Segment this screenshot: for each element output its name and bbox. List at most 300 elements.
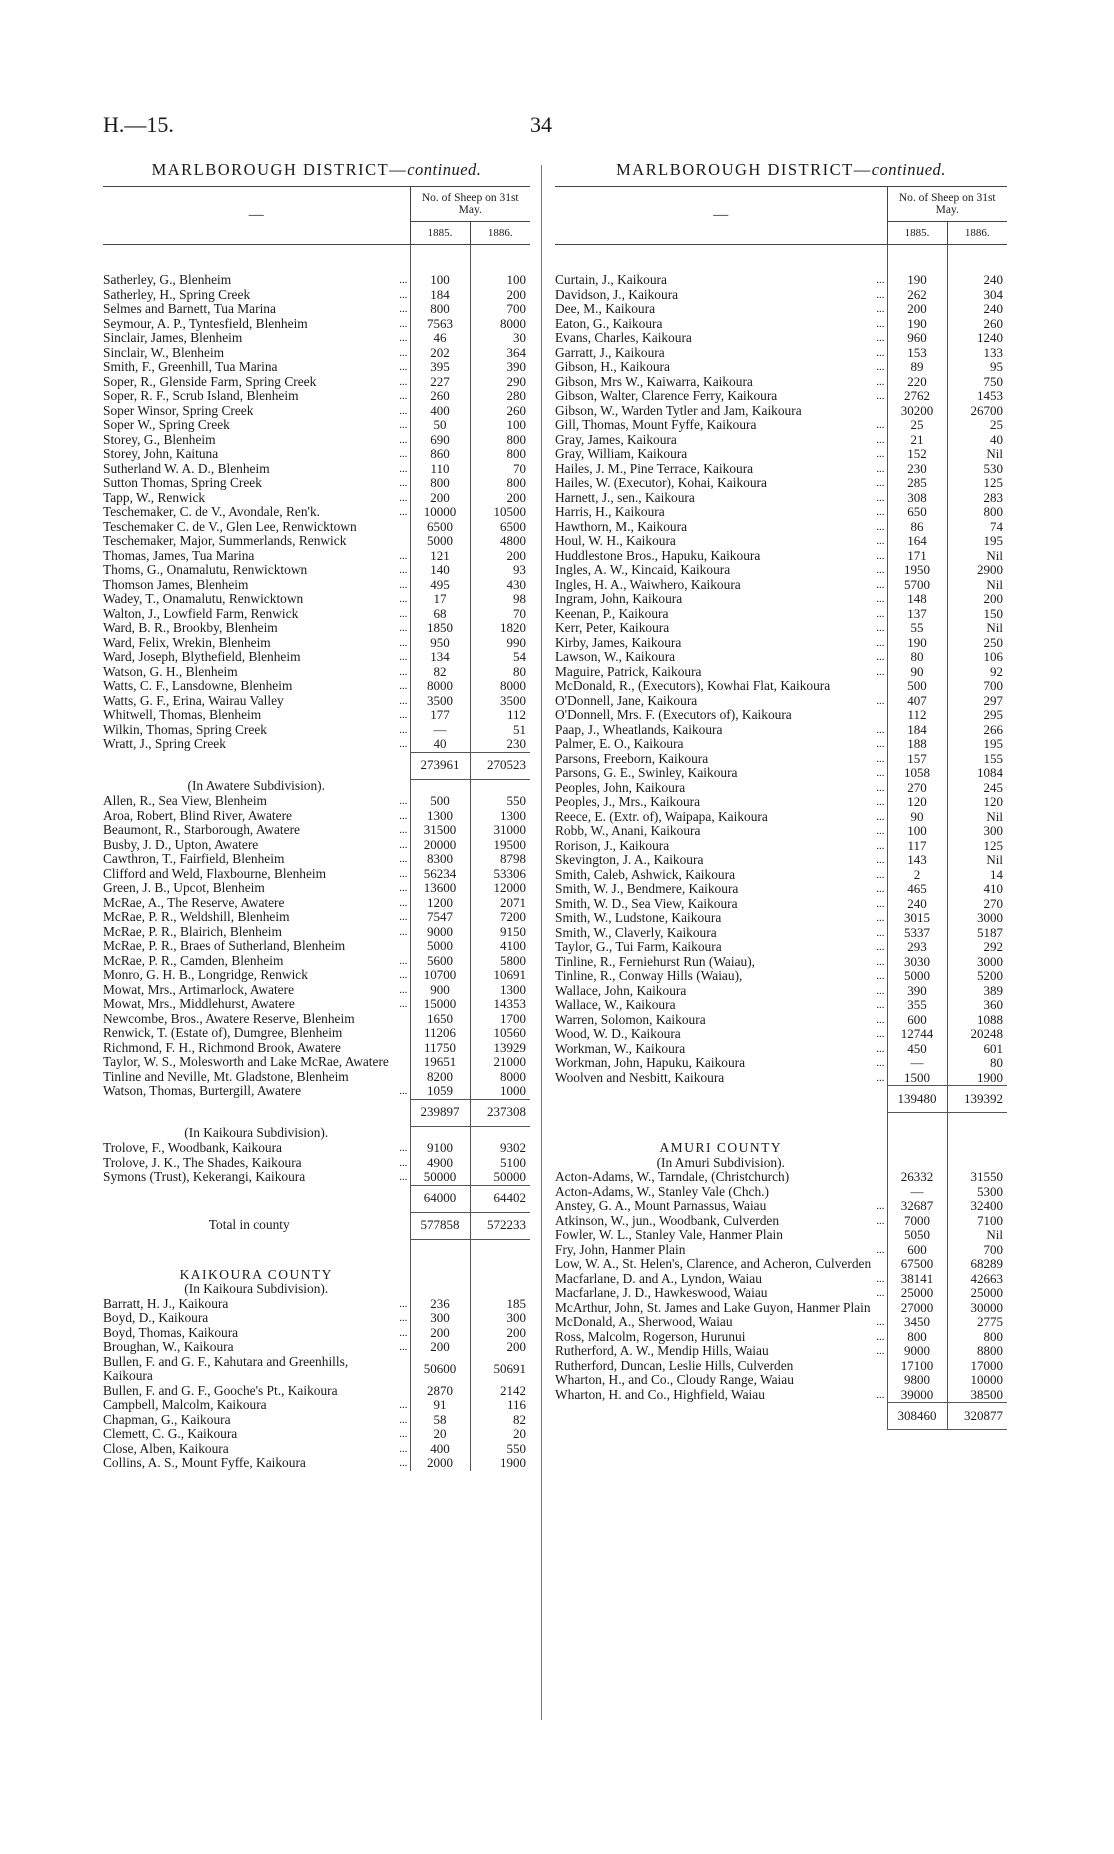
table-row [555, 418, 1007, 433]
sheep-1886-cell: 550 [470, 794, 530, 809]
owner-name: Thoms, G., Onamalutu, Renwicktown [103, 563, 308, 577]
leader-dots: ... [399, 448, 408, 460]
sheep-1886-cell: 7200 [470, 910, 530, 925]
sheep-1886-cell: 40 [947, 433, 1007, 448]
sheep-1886-cell: 155 [947, 752, 1007, 767]
sheep-1886-cell: 68289 [947, 1257, 1007, 1272]
sheep-1886-cell: 230 [470, 737, 530, 752]
leader-dots: ... [399, 709, 408, 721]
table-row [103, 838, 530, 853]
owner-name: Macfarlane, J. D., Hawkeswood, Waiau [555, 1286, 768, 1300]
sheep-1886-cell: 3000 [947, 955, 1007, 970]
owner-name-cell [103, 867, 410, 882]
table-row [555, 781, 1007, 796]
owner-name-cell [103, 1398, 410, 1413]
sheep-1886-cell: 800 [470, 433, 530, 448]
table-row [555, 1214, 1007, 1229]
leader-dots: ... [876, 941, 885, 953]
leader-dots: ... [399, 694, 408, 707]
owner-name: Tinline and Neville, Mt. Gladstone, Blenheim [103, 1069, 349, 1084]
total-label-cell [555, 1403, 887, 1430]
year-header-1886: 1886. [470, 222, 530, 245]
owner-name: Parsons, G. E., Swinley, Kaikoura [555, 766, 738, 780]
empty-cell [887, 1141, 947, 1156]
spacer-cell [410, 245, 470, 274]
owner-name-cell [103, 925, 410, 940]
empty-cell [410, 1126, 470, 1141]
table-row [103, 636, 530, 651]
leader-dots: ... [399, 593, 408, 605]
owner-name: Gibson, Walter, Clarence Ferry, Kaikoura [555, 389, 778, 403]
owner-name: Clemett, C. G., Kaikoura [103, 1427, 238, 1441]
owner-column-header: — [103, 187, 410, 245]
owner-name-cell [555, 1243, 887, 1258]
owner-name: McRae, P. R., Camden, Blenheim [103, 953, 284, 968]
sheep-1885-cell: 30200 [887, 404, 947, 419]
table-row [555, 650, 1007, 665]
sheep-1886-cell: Nil [947, 810, 1007, 825]
leader-dots: ... [876, 375, 885, 388]
sheep-1886-cell: 1300 [470, 809, 530, 824]
owner-name-cell [555, 1388, 887, 1403]
table-row [103, 1070, 530, 1085]
spacer-cell [887, 245, 947, 274]
owner-name-cell [103, 621, 410, 636]
sheep-1885-cell: 500 [410, 794, 470, 809]
owner-name-cell [555, 578, 887, 593]
owner-name: Sutton Thomas, Spring Creek [103, 476, 262, 490]
leader-dots: ... [876, 1388, 885, 1401]
leader-dots: ... [399, 462, 408, 475]
sheep-1885-cell: 12744 [887, 1027, 947, 1042]
owner-name-cell [103, 1026, 410, 1041]
leader-dots: ... [876, 912, 885, 924]
owner-name-cell [103, 302, 410, 317]
sheep-1885-cell: 220 [887, 375, 947, 390]
leader-dots: ... [399, 1142, 408, 1154]
sheep-1885-cell: 184 [410, 288, 470, 303]
sheep-1886-cell: 150 [947, 607, 1007, 622]
owner-name: McDonald, R., (Executors), Kowhai Flat, Kaikoura [555, 679, 831, 693]
table-row [555, 317, 1007, 332]
sheep-1885-cell: 134 [410, 650, 470, 665]
owner-name: Whitwell, Thomas, Blenheim [103, 708, 262, 722]
owner-name-cell [555, 694, 887, 709]
total-label-cell [103, 1185, 410, 1212]
table-row [555, 1286, 1007, 1301]
sheep-1885-cell: 171 [887, 549, 947, 564]
sheep-1885-cell: 260 [410, 389, 470, 404]
owner-name-cell [103, 534, 410, 549]
sheep-1886-cell: 800 [947, 1330, 1007, 1345]
table-row [103, 1026, 530, 1041]
table-row [103, 578, 530, 593]
spacer-cell [947, 245, 1007, 274]
sheep-1885-cell: 121 [410, 549, 470, 564]
owner-name: Gibson, W., Warden Tytler and Jam, Kaikoura [555, 403, 802, 418]
leader-dots: ... [876, 767, 885, 779]
leader-dots: ... [876, 1013, 885, 1026]
sheep-1886-cell: 8000 [470, 679, 530, 694]
owner-name: Smith, W., Claverly, Kaikoura [555, 925, 717, 940]
table-row [555, 592, 1007, 607]
owner-name-cell [103, 346, 410, 361]
sheep-1885-cell: 240 [887, 897, 947, 912]
sheep-1885-cell: 5050 [887, 1228, 947, 1243]
sheep-1885-cell: 1650 [410, 1012, 470, 1027]
owner-name: Cawthron, T., Fairfield, Blenheim [103, 852, 285, 866]
owner-name-cell [555, 665, 887, 680]
sheep-1886-cell: 364 [470, 346, 530, 361]
sheep-1885-cell: 395 [410, 360, 470, 375]
leader-dots: ... [876, 1071, 885, 1084]
owner-name: Sutherland W. A. D., Blenheim [103, 461, 270, 476]
owner-name: Storey, G., Blenheim [103, 432, 216, 447]
table-row [555, 955, 1007, 970]
sheep-1885-cell: 8200 [410, 1070, 470, 1085]
sheep-1885-cell: 9000 [410, 925, 470, 940]
leader-dots: ... [876, 317, 885, 330]
sheep-1886-cell: 200 [470, 288, 530, 303]
sheep-1885-cell: 17100 [887, 1359, 947, 1374]
sheep-1885-cell: 200 [410, 1326, 470, 1341]
sheep-1886-cell: 1088 [947, 1013, 1007, 1028]
sheep-1886-cell: 200 [470, 1340, 530, 1355]
sheep-1886-cell: 80 [470, 665, 530, 680]
owner-name-cell [555, 824, 887, 839]
table-row [555, 578, 1007, 593]
leader-dots: ... [876, 1042, 885, 1055]
table-row [103, 1355, 530, 1384]
owner-name-cell [555, 810, 887, 825]
owner-name-cell [103, 476, 410, 491]
leader-dots: ... [399, 346, 408, 359]
sheep-1885-cell: 960 [887, 331, 947, 346]
sheep-1886-cell: 8800 [947, 1344, 1007, 1359]
year-header-1885: 1885. [887, 222, 947, 245]
subtotal-row [103, 1099, 530, 1126]
sheep-1886-cell: 4800 [470, 534, 530, 549]
sheep-1885-cell: 32687 [887, 1199, 947, 1214]
owner-name-cell [103, 375, 410, 390]
table-row [555, 1071, 1007, 1086]
sheep-1885-cell: 25000 [887, 1286, 947, 1301]
leader-dots: ... [399, 954, 408, 967]
sheep-1885-cell: 90 [887, 665, 947, 680]
owner-name: Eaton, G., Kaikoura [555, 316, 663, 331]
spacer-cell [470, 245, 530, 274]
right-column [555, 160, 1007, 1430]
leader-dots: ... [399, 1156, 408, 1169]
sheep-1886-cell: Nil [947, 447, 1007, 462]
owner-name: Tinline, R., Conway Hills (Waiau), [555, 969, 743, 983]
subdivision-heading-row [103, 1282, 530, 1297]
table-row [555, 897, 1007, 912]
table-row [103, 1311, 530, 1326]
sheep-1885-cell: 6500 [410, 520, 470, 535]
owner-name: Workman, W., Kaikoura [555, 1041, 686, 1056]
leader-dots: ... [399, 1171, 408, 1183]
sheep-1885-cell: 227 [410, 375, 470, 390]
owner-name-cell [555, 1170, 887, 1185]
table-row [103, 360, 530, 375]
leader-dots: ... [399, 477, 408, 489]
sheep-1886-cell: 240 [947, 273, 1007, 288]
sheep-1885-cell: 148 [887, 592, 947, 607]
sheep-1885-cell: 3015 [887, 911, 947, 926]
sheep-1885-cell: 7000 [887, 1214, 947, 1229]
owner-name-cell [555, 331, 887, 346]
owner-name: Palmer, E. O., Kaikoura [555, 737, 684, 751]
total-1886-cell: 64402 [470, 1185, 530, 1212]
sheep-1886-cell: 550 [470, 1442, 530, 1457]
table-row [555, 520, 1007, 535]
spacer-cell [103, 1239, 410, 1268]
sheep-1885-cell: 10700 [410, 968, 470, 983]
sheep-1886-cell: 82 [470, 1413, 530, 1428]
owner-name: Wallace, John, Kaikoura [555, 983, 687, 998]
owner-name-cell [103, 520, 410, 535]
sheep-1886-cell: Nil [947, 578, 1007, 593]
table-row [555, 1315, 1007, 1330]
owner-name: Close, Alben, Kaikoura [103, 1441, 229, 1456]
leader-dots: ... [876, 448, 885, 460]
sheep-1885-cell: 143 [887, 853, 947, 868]
sheep-1885-cell: 177 [410, 708, 470, 723]
owner-name-cell [103, 1156, 410, 1171]
sheep-1885-cell: 600 [887, 1013, 947, 1028]
owner-name-cell [103, 331, 410, 346]
owner-name-cell [103, 1326, 410, 1341]
owner-name: Green, J. B., Upcot, Blenheim [103, 881, 265, 895]
leader-dots: ... [876, 607, 885, 620]
sheep-1886-cell: 80 [947, 1056, 1007, 1071]
sheep-1886-cell: 32400 [947, 1199, 1007, 1214]
leader-dots: ... [876, 549, 885, 562]
sheep-1885-cell: 11206 [410, 1026, 470, 1041]
sheep-1886-cell: 70 [470, 607, 530, 622]
table-row [103, 694, 530, 709]
owner-name: Hailes, J. M., Pine Terrace, Kaikoura [555, 461, 754, 476]
spacer-cell [470, 1239, 530, 1268]
owner-name: Walton, J., Lowfield Farm, Renwick [103, 606, 299, 621]
right-sheep-table [555, 186, 1007, 1430]
owner-name-cell [555, 1228, 887, 1243]
owner-name: Fry, John, Hanmer Plain [555, 1242, 686, 1257]
owner-name: Smith, Caleb, Ashwick, Kaikoura [555, 867, 736, 882]
table-row [103, 1413, 530, 1428]
owner-name: Wilkin, Thomas, Spring Creek [103, 722, 267, 737]
total-1886-cell: 270523 [470, 752, 530, 779]
table-row [555, 476, 1007, 491]
owner-name-cell [555, 868, 887, 883]
table-row [103, 317, 530, 332]
leader-dots: ... [399, 607, 408, 620]
sheep-1885-cell: 7563 [410, 317, 470, 332]
table-row [555, 969, 1007, 984]
sheep-1885-cell: 39000 [887, 1388, 947, 1403]
table-row [555, 1388, 1007, 1403]
sheep-1886-cell: 98 [470, 592, 530, 607]
left-sheep-table [103, 186, 530, 1471]
owner-name-cell [555, 433, 887, 448]
table-row [103, 925, 530, 940]
owner-name: Robb, W., Anani, Kaikoura [555, 824, 701, 838]
table-row [103, 447, 530, 462]
leader-dots: ... [876, 926, 885, 939]
table-row [103, 1340, 530, 1355]
sheep-1886-cell: 297 [947, 694, 1007, 709]
owner-name: Wharton, H. and Co., Highfield, Waiau [555, 1387, 765, 1402]
sheep-1885-cell: 3030 [887, 955, 947, 970]
owner-name-cell [555, 491, 887, 506]
sheep-1886-cell: 7100 [947, 1214, 1007, 1229]
owner-name-cell [103, 968, 410, 983]
table-row [103, 852, 530, 867]
table-row [555, 549, 1007, 564]
table-row [555, 447, 1007, 462]
subdivision-heading-row [555, 1156, 1007, 1171]
leader-dots: ... [399, 1413, 408, 1426]
table-row [555, 723, 1007, 738]
owner-name: Broughan, W., Kaikoura [103, 1340, 234, 1354]
owner-name: Soper Winsor, Spring Creek [103, 403, 254, 418]
table-row [103, 1170, 530, 1185]
leader-dots: ... [876, 883, 885, 895]
owner-name-cell [555, 621, 887, 636]
total-label-cell [103, 1099, 410, 1126]
sheep-1886-cell: 50691 [470, 1355, 530, 1384]
sheep-1885-cell: 400 [410, 1442, 470, 1457]
owner-name-cell [555, 650, 887, 665]
table-row [555, 491, 1007, 506]
owner-name: Beaumont, R., Starborough, Awatere [103, 823, 300, 837]
sheep-1885-cell: 5700 [887, 578, 947, 593]
sheep-1885-cell: 188 [887, 737, 947, 752]
sheep-1886-cell: 12000 [470, 881, 530, 896]
owner-name: McArthur, John, St. James and Lake Guyon, Hanmer Plain [555, 1300, 871, 1315]
owner-name-cell [103, 1170, 410, 1185]
owner-name-cell [103, 1141, 410, 1156]
table-row [103, 1384, 530, 1399]
owner-name-cell [103, 592, 410, 607]
sheep-1886-cell: 9302 [470, 1141, 530, 1156]
owner-name: Acton-Adams, W., Stanley Vale (Chch.) [555, 1184, 769, 1199]
table-row [555, 824, 1007, 839]
owner-name-cell [555, 534, 887, 549]
table-row [103, 1055, 530, 1070]
total-1885-cell: 139480 [887, 1086, 947, 1113]
spacer-row [555, 1113, 1007, 1142]
total-1885-cell: 577858 [410, 1212, 470, 1239]
leader-dots: ... [876, 303, 885, 315]
leader-dots: ... [399, 1085, 408, 1097]
leader-dots: ... [876, 520, 885, 533]
owner-name-cell [555, 302, 887, 317]
leader-dots: ... [876, 868, 885, 881]
owner-name: Busby, J. D., Upton, Awatere [103, 837, 259, 852]
owner-name: Wratt, J., Spring Creek [103, 737, 226, 752]
owner-name-cell [103, 491, 410, 506]
table-row [555, 839, 1007, 854]
sheep-1885-cell: 860 [410, 447, 470, 462]
sheep-1886-cell: 200 [470, 1326, 530, 1341]
table-row [103, 881, 530, 896]
title-suffix: continued. [407, 160, 482, 179]
owner-name-cell [555, 273, 887, 288]
sheep-1885-cell: 3450 [887, 1315, 947, 1330]
sheep-1885-cell: 110 [410, 462, 470, 477]
leader-dots: ... [399, 723, 408, 736]
sheep-1885-cell: 68 [410, 607, 470, 622]
owner-name: Campbell, Malcolm, Kaikoura [103, 1398, 267, 1412]
sheep-1886-cell: 283 [947, 491, 1007, 506]
leader-dots: ... [399, 404, 408, 417]
sheep-1886-cell: 260 [947, 317, 1007, 332]
sheep-1885-cell: 50 [410, 418, 470, 433]
sheep-1886-cell: 3500 [470, 694, 530, 709]
leader-dots: ... [399, 1428, 408, 1440]
owner-name-cell [555, 752, 887, 767]
owner-name-cell [103, 1070, 410, 1085]
table-row [555, 288, 1007, 303]
leader-dots: ... [876, 491, 885, 504]
owner-name: Peoples, J., Mrs., Kaikoura [555, 795, 701, 809]
owner-name: Paap, J., Wheatlands, Kaikoura [555, 722, 723, 737]
sheep-1886-cell: 292 [947, 940, 1007, 955]
left-column-title: MARLBOROUGH DISTRICT—continued. [151, 160, 482, 179]
sheep-1886-cell: 3000 [947, 911, 1007, 926]
owner-name-cell [103, 1355, 410, 1384]
sheep-1886-cell: 125 [947, 476, 1007, 491]
sheep-1886-cell: 14353 [470, 997, 530, 1012]
leader-dots: ... [399, 419, 408, 431]
table-row [555, 911, 1007, 926]
owner-name: Gibson, H., Kaikoura [555, 360, 670, 374]
sheep-1886-cell: 19500 [470, 838, 530, 853]
sheep-1886-cell: 240 [947, 302, 1007, 317]
sheep-1885-cell: 157 [887, 752, 947, 767]
spacer-cell [555, 1113, 887, 1142]
owner-name-cell [103, 809, 410, 824]
table-row [555, 752, 1007, 767]
leader-dots: ... [399, 361, 408, 373]
sheep-1885-cell: 236 [410, 1297, 470, 1312]
table-row [555, 810, 1007, 825]
owner-name-cell [555, 708, 887, 723]
sheep-1886-cell: 1700 [470, 1012, 530, 1027]
leader-dots: ... [876, 419, 885, 431]
table-row [103, 1156, 530, 1171]
subdivision-heading: (In Kaikoura Subdivision). [184, 1126, 329, 1141]
owner-name-cell [103, 563, 410, 578]
owner-name-cell [555, 462, 887, 477]
year-header-1885: 1885. [410, 222, 470, 245]
leader-dots: ... [876, 1214, 885, 1227]
owner-name: Hawthorn, M., Kaikoura [555, 519, 688, 534]
owner-name-cell [555, 1027, 887, 1042]
table-row [555, 346, 1007, 361]
sheep-1885-cell: 15000 [410, 997, 470, 1012]
sheep-1885-cell: 20000 [410, 838, 470, 853]
owner-name: Houl, W. H., Kaikoura [555, 534, 676, 548]
owner-name-cell [555, 1214, 887, 1229]
owner-name: Storey, John, Kaituna [103, 447, 219, 461]
sheep-1886-cell: 430 [470, 578, 530, 593]
leader-dots: ... [876, 970, 885, 982]
sheep-1886-cell: 389 [947, 984, 1007, 999]
leader-dots: ... [876, 752, 885, 765]
